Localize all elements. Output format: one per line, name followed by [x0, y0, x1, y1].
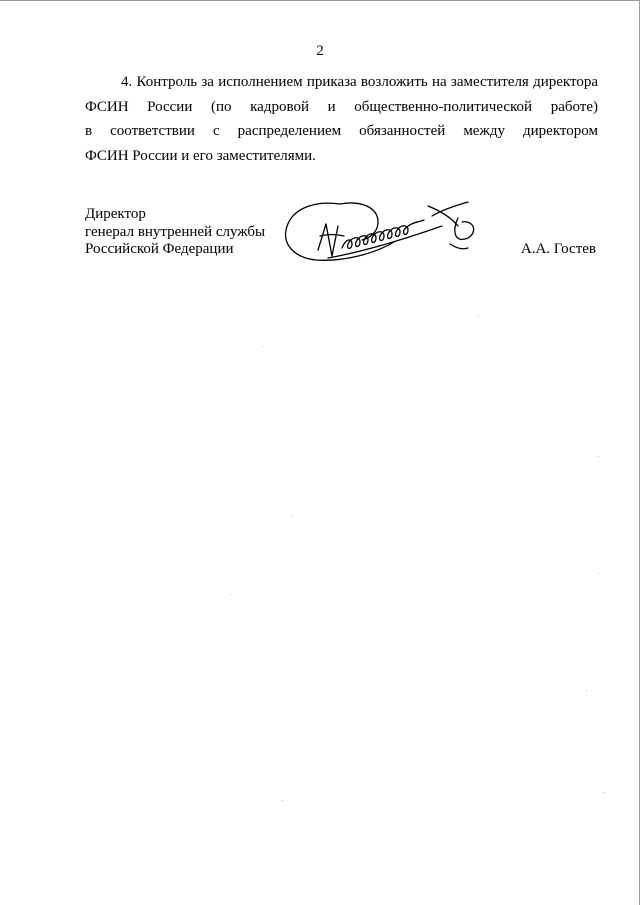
signatory-title — [85, 206, 265, 259]
page-edge-top — [0, 0, 640, 1]
scan-speck — [604, 792, 605, 793]
scan-speck — [586, 690, 587, 691]
scan-speck — [230, 594, 231, 595]
scan-speck — [262, 346, 263, 347]
signatory-name: А.А. Гостев — [520, 241, 596, 257]
scan-speck — [598, 456, 599, 457]
scan-speck — [292, 515, 293, 516]
page-number: 2 — [316, 43, 324, 59]
paragraph-line: ФСИН России (по кадровой и общественно-политической работе) — [85, 98, 598, 115]
signatory-title-line: Российской Федерации — [85, 241, 234, 257]
paragraph-line: ФСИН России и его заместителями. — [85, 147, 316, 164]
scan-speck — [282, 800, 283, 801]
paragraph-line: 4. Контроль за исполнением приказа возложить на заместителя директора — [121, 74, 598, 90]
body-paragraph — [85, 70, 598, 168]
handwritten-signature — [282, 196, 482, 266]
paragraph-line: в соответствии с распределением обязанностей между директором — [85, 123, 598, 139]
signatory-title-line: Директор — [85, 206, 146, 222]
signatory-title-line: генерал внутренней службы — [85, 223, 266, 240]
scan-speck — [478, 316, 479, 317]
scan-speck — [598, 573, 599, 574]
